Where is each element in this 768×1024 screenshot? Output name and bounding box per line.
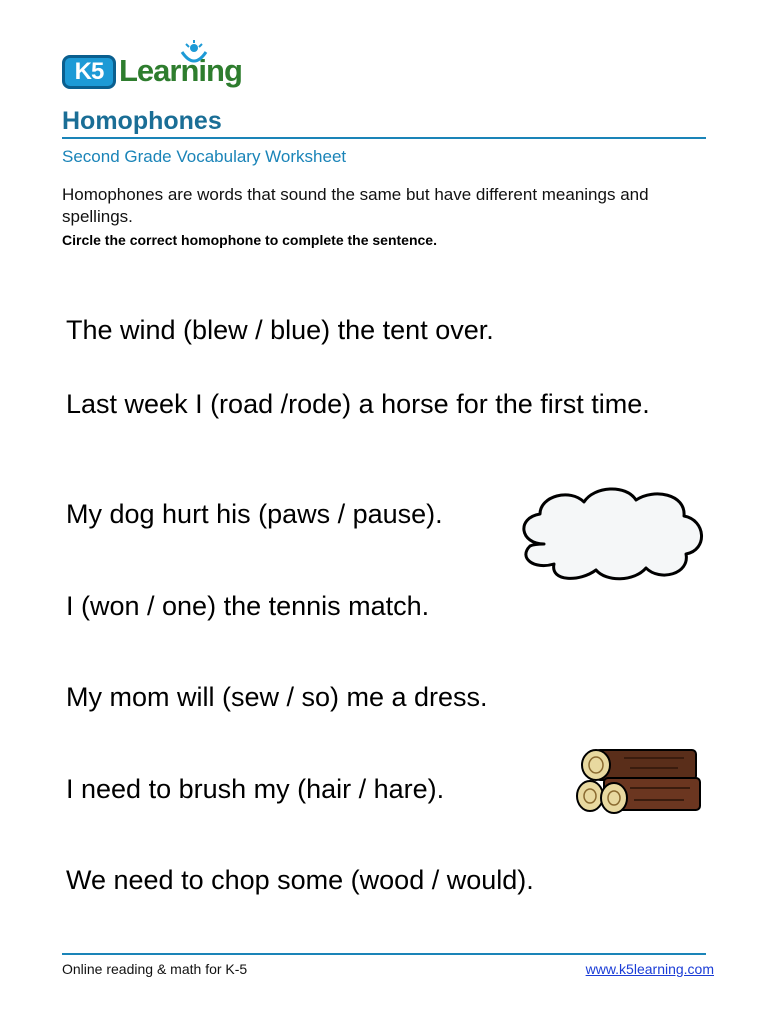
intro-text: Homophones are words that sound the same but have different meanings and spellings. <box>62 185 649 226</box>
page-title: Homophones <box>62 107 222 135</box>
sentence-5: My mom will (sew / so) me a dress. <box>66 682 488 712</box>
sentence-3: My dog hurt his (paws / pause). <box>66 499 443 529</box>
k5-learning-logo <box>62 40 247 92</box>
sentence-4: I (won / one) the tennis match. <box>66 591 430 621</box>
logo-badge: K5 <box>62 55 116 89</box>
sentence-1: The wind (blew / blue) the tent over. <box>66 315 494 345</box>
sentence-6: I need to brush my (hair / hare). <box>66 774 445 804</box>
instruction-text: Circle the correct homophone to complete the sentence. <box>62 232 437 248</box>
footer-tagline: Online reading & math for K-5 <box>62 961 248 977</box>
sentence-2: Last week I (road /rode) a horse for the first time. <box>66 389 650 419</box>
logo-wordmark: Learning <box>119 53 242 88</box>
footer-website-link[interactable]: www.k5learning.com <box>585 961 714 977</box>
footer-divider <box>62 953 706 955</box>
page-subtitle: Second Grade Vocabulary Worksheet <box>62 147 347 166</box>
wood-logs-icon <box>574 746 704 826</box>
title-divider <box>62 137 706 139</box>
cloud-icon <box>514 484 706 584</box>
reading-figure-icon <box>176 40 212 70</box>
sentence-7: We need to chop some (wood / would). <box>66 865 534 895</box>
